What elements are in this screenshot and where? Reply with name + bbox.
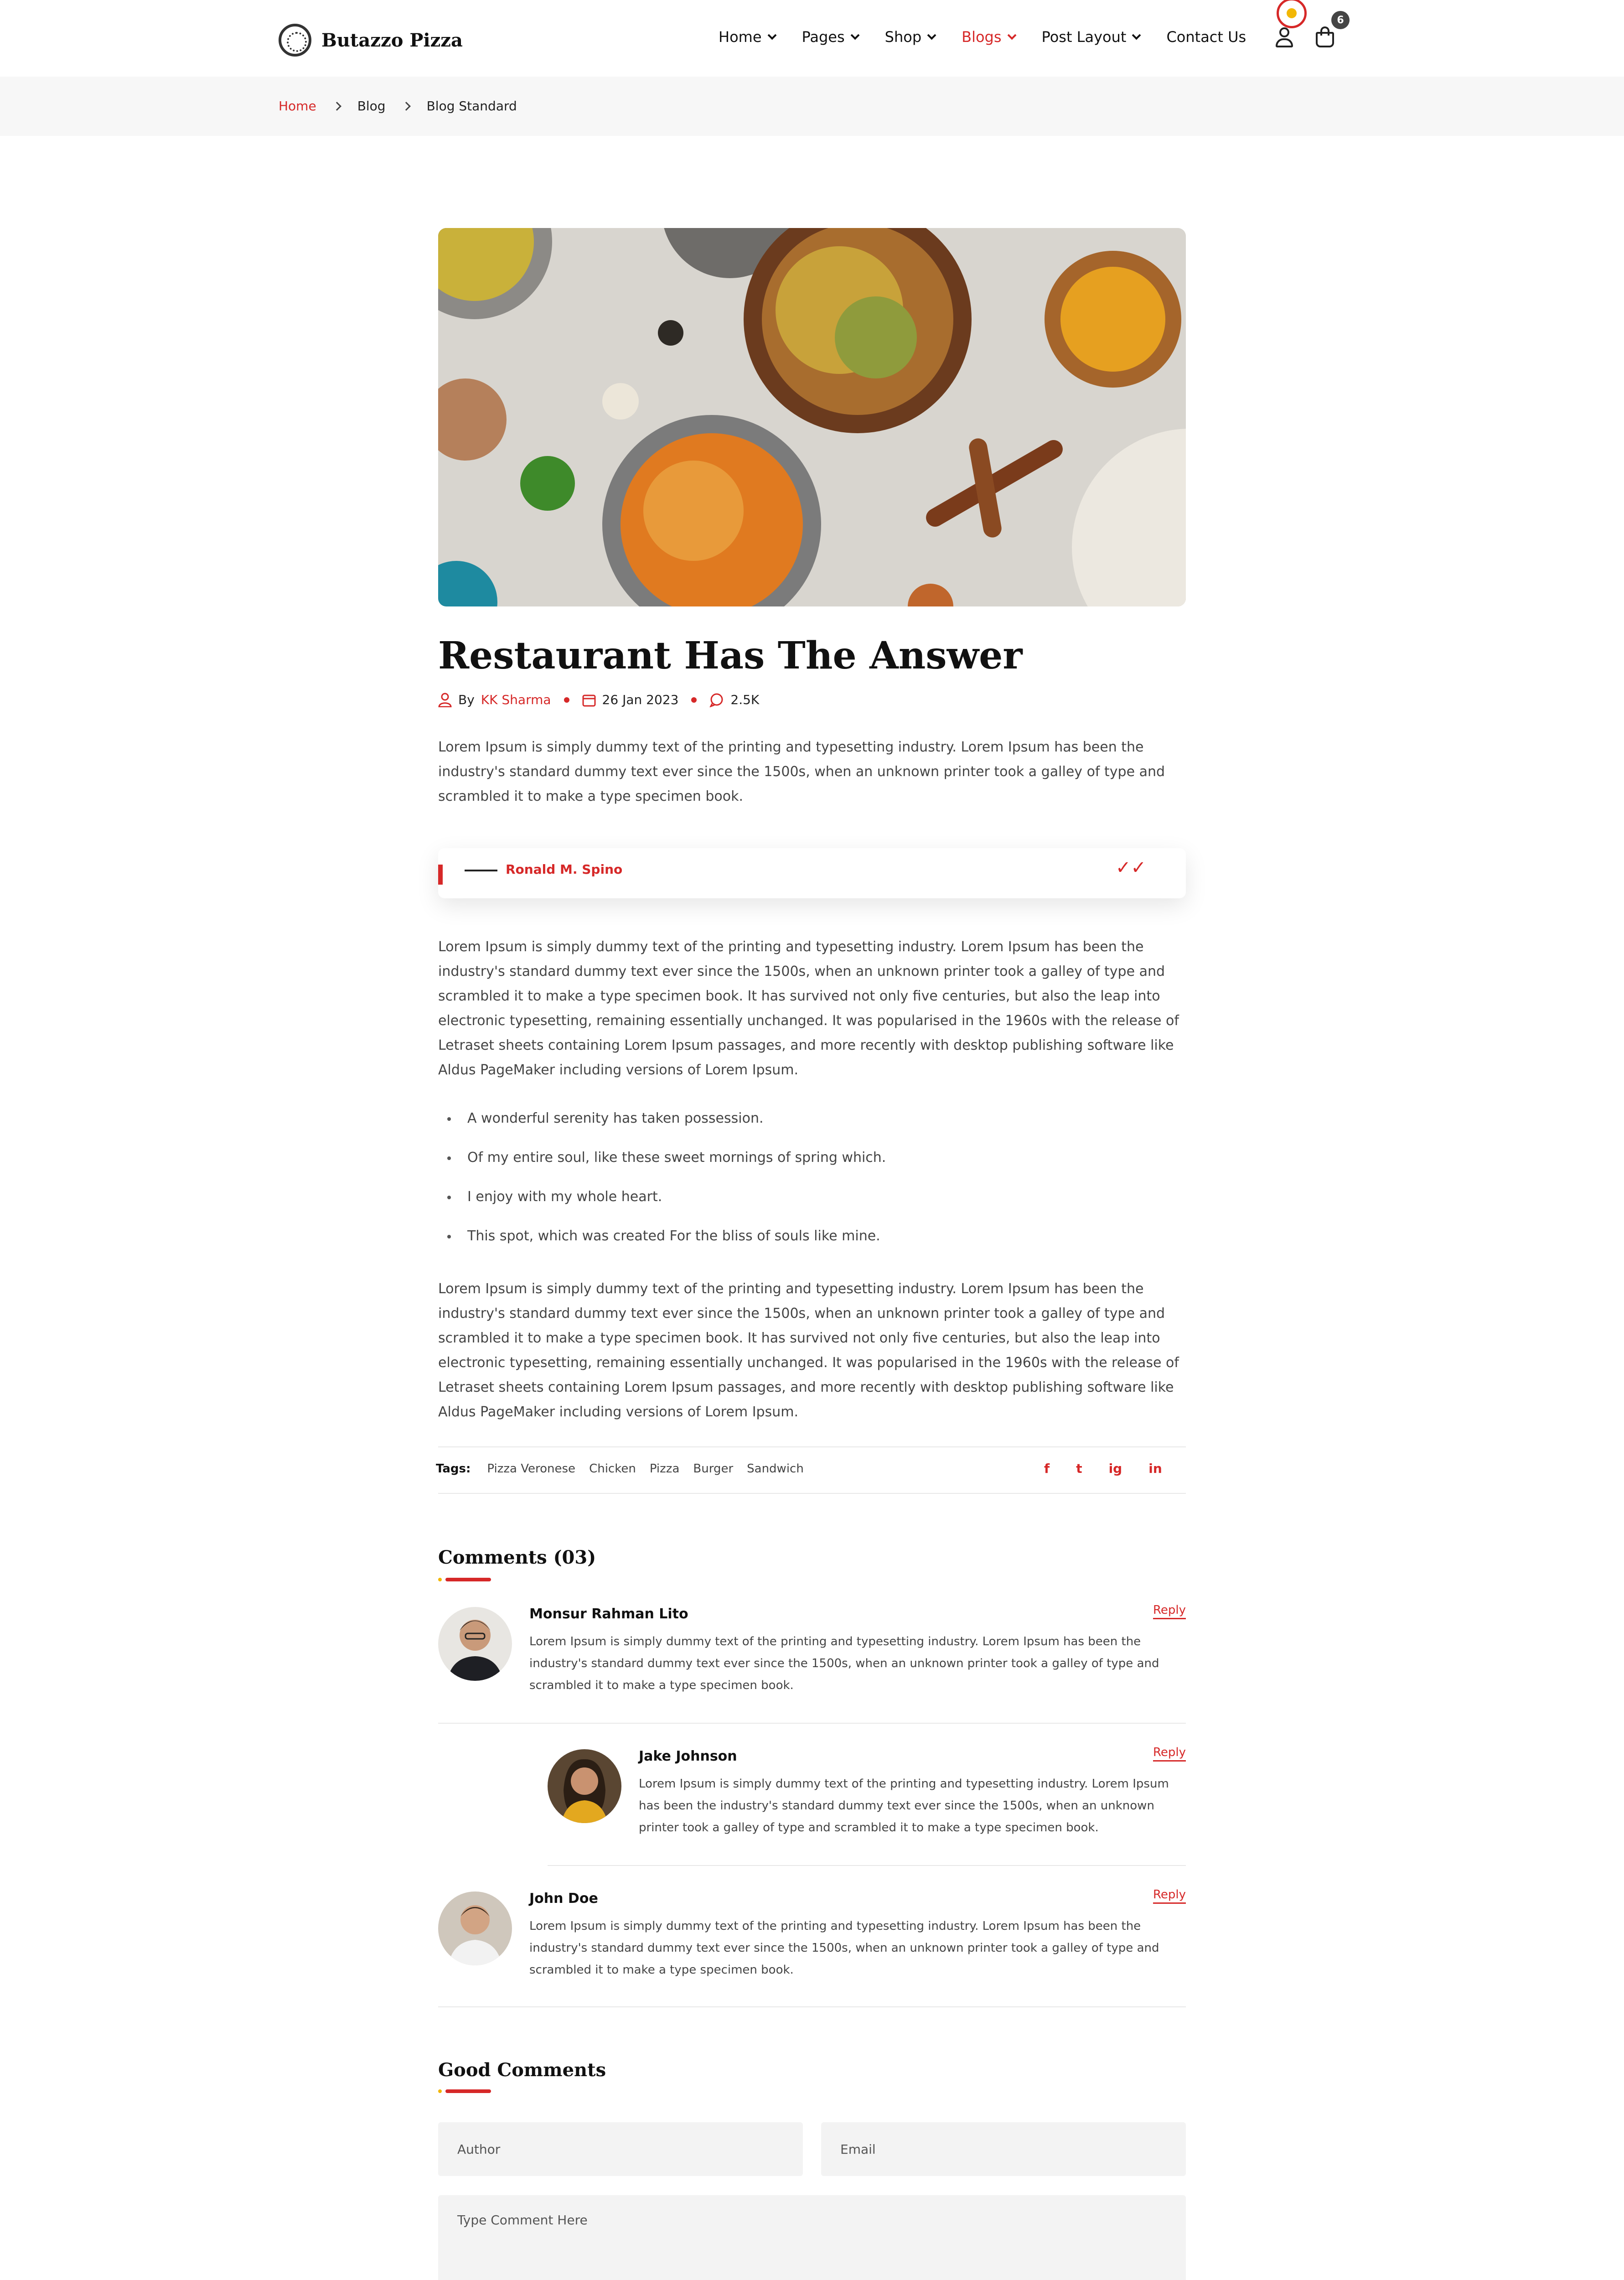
instagram-icon[interactable]: ig xyxy=(1108,1461,1122,1476)
post-intro: Lorem Ipsum is simply dummy text of the printing and typesetting industry. Lorem Ipsum has been the industry's standard dummy text ever since the 1500s, when an unknown printer took a galley of type and scrambled it to make a type specimen book. xyxy=(438,739,1165,804)
comment-text: Lorem Ipsum is simply dummy text of the printing and typesetting industry. Lorem Ipsum has been the industry's standard dummy text ever since the 1500s, when an unknown printer took a galley of type and scrambled it to make a type specimen book. xyxy=(529,1919,1159,1977)
reply-button[interactable]: Reply xyxy=(1153,1746,1186,1762)
divider xyxy=(438,1493,1186,1494)
quote-dash xyxy=(465,870,497,871)
divider xyxy=(438,1446,1186,1447)
nav-item-blogs[interactable] xyxy=(962,28,1013,46)
nav-label: Blogs xyxy=(962,28,1002,46)
comments-title: Comments (03) xyxy=(438,1547,596,1568)
comment-textarea[interactable]: Type Comment Here xyxy=(438,2195,1186,2280)
comment-author: Jake Johnson xyxy=(639,1748,737,1764)
breadcrumb-current: Blog Standard xyxy=(426,98,517,114)
quote-accent-bar xyxy=(438,865,443,885)
post-body-paragraph: Lorem Ipsum is simply dummy text of the printing and typesetting industry. Lorem Ipsum has been the industry's standard dummy text ever since the 1500s, when an unknown printer took a galley of type and scrambled it to make a type specimen book. It has survived not only five centuries, but also the leap into electronic typesetting, remaining essentially unchanged. It was popularised in the 1960s with the release of Letraset sheets containing Lorem Ipsum passages, and more recently with desktop publishing software like Aldus PageMaker including versions of Lorem Ipsum. xyxy=(438,939,1179,1078)
comment-text: Lorem Ipsum is simply dummy text of the printing and typesetting industry. Lorem Ipsum has been the industry's standard dummy text ever since the 1500s, when an unknown printer took a galley of type and scrambled it to make a type specimen book. xyxy=(529,1635,1159,1692)
breadcrumb-blog[interactable]: Blog xyxy=(357,98,386,114)
chevron-down-icon xyxy=(850,31,859,40)
chevron-right-icon xyxy=(332,102,341,111)
post-bullet-list xyxy=(438,1099,1186,1256)
breadcrumb-home[interactable]: Home xyxy=(279,98,316,114)
nav-label: Post Layout xyxy=(1041,28,1127,46)
nav-label: Home xyxy=(719,28,762,46)
user-icon xyxy=(438,693,452,707)
post-author xyxy=(438,692,551,707)
notification-indicator xyxy=(1275,0,1311,27)
nav-label: Contact Us xyxy=(1166,28,1246,46)
nav-item-post-layout[interactable] xyxy=(1042,28,1138,46)
comments-count-text: 2.5K xyxy=(730,692,760,707)
post-date xyxy=(582,692,679,707)
date-text: 26 Jan 2023 xyxy=(602,692,679,707)
chevron-down-icon xyxy=(1007,31,1016,40)
calendar-icon xyxy=(582,693,596,707)
brand-logo[interactable] xyxy=(279,24,463,57)
tag-link[interactable]: Burger xyxy=(693,1462,734,1476)
divider xyxy=(438,1723,1186,1724)
chevron-down-icon xyxy=(767,31,776,40)
comment-text: Lorem Ipsum is simply dummy text of the printing and typesetting industry. Lorem Ipsum has been the industry's standard dummy text ever since the 1500s, when an unknown printer took a galley of type and scrambled it to make a type specimen book. xyxy=(639,1777,1169,1834)
cart-count-badge: 6 xyxy=(1331,11,1350,29)
tag-link[interactable]: Pizza xyxy=(649,1462,680,1476)
list-item: I enjoy with my whole heart. xyxy=(438,1177,1186,1217)
email-input[interactable]: Email xyxy=(821,2122,1186,2176)
user-icon[interactable] xyxy=(1275,27,1295,48)
reply-button[interactable]: Reply xyxy=(1153,1888,1186,1904)
separator-dot xyxy=(691,697,697,703)
post-tags xyxy=(436,1462,804,1476)
tag-link[interactable]: Chicken xyxy=(589,1462,636,1476)
avatar xyxy=(548,1749,621,1823)
breadcrumb-bar xyxy=(0,77,1624,136)
avatar xyxy=(438,1891,512,1965)
nav-item-home[interactable] xyxy=(719,28,774,46)
linkedin-icon[interactable]: in xyxy=(1148,1461,1162,1476)
tags-label: Tags: xyxy=(436,1462,471,1476)
twitter-icon[interactable]: t xyxy=(1076,1461,1082,1476)
nav-label: Pages xyxy=(802,28,845,46)
post-title: Restaurant Has The Answer xyxy=(438,634,1023,678)
share-links xyxy=(1044,1461,1162,1476)
comment-item-reply xyxy=(548,1748,1186,1867)
comment-item xyxy=(438,1888,1186,2009)
post-body-paragraph: Lorem Ipsum is simply dummy text of the printing and typesetting industry. Lorem Ipsum has been the industry's standard dummy text ever since the 1500s, when an unknown printer took a galley of type and scrambled it to make a type specimen book. It has survived not only five centuries, but also the leap into electronic typesetting, remaining essentially unchanged. It was popularised in the 1960s with the release of Letraset sheets containing Lorem Ipsum passages, and more recently with desktop publishing software like Aldus PageMaker including versions of Lorem Ipsum. xyxy=(438,1281,1179,1420)
reply-button[interactable]: Reply xyxy=(1153,1603,1186,1619)
food-photo-illustration xyxy=(438,228,1186,606)
comment-item xyxy=(438,1603,1186,1725)
separator-dot xyxy=(564,697,569,703)
comment-form-title: Good Comments xyxy=(438,2059,606,2081)
nav-item-contact-us[interactable] xyxy=(1166,28,1246,46)
site-header xyxy=(0,0,1624,77)
chevron-down-icon xyxy=(1132,31,1141,40)
post-meta xyxy=(438,692,759,707)
list-item: A wonderful serenity has taken possession. xyxy=(438,1099,1186,1138)
comment-author: John Doe xyxy=(529,1891,598,1907)
main-nav xyxy=(719,28,1246,46)
tag-link[interactable]: Pizza Veronese xyxy=(487,1462,576,1476)
tag-link[interactable]: Sandwich xyxy=(747,1462,804,1476)
divider xyxy=(548,1865,1186,1866)
facebook-icon[interactable]: f xyxy=(1044,1461,1050,1476)
pizza-logo-icon xyxy=(279,24,311,57)
chat-bubble-icon xyxy=(709,693,724,707)
post-comments-count[interactable] xyxy=(709,692,759,707)
shopping-bag-icon[interactable] xyxy=(1316,26,1336,48)
brand-name: Butazzo Pizza xyxy=(321,29,463,51)
chevron-right-icon xyxy=(402,102,411,111)
nav-item-shop[interactable] xyxy=(885,28,933,46)
author-input[interactable]: Author xyxy=(438,2122,803,2176)
nav-item-pages[interactable] xyxy=(802,28,857,46)
title-underline xyxy=(438,1578,491,1581)
by-label: By xyxy=(458,692,475,707)
title-underline xyxy=(438,2089,491,2093)
breadcrumb xyxy=(279,98,517,114)
post-hero-image xyxy=(438,228,1186,606)
blockquote xyxy=(438,848,1186,898)
comment-author: Monsur Rahman Lito xyxy=(529,1606,688,1622)
list-item: Of my entire soul, like these sweet mornings of spring which. xyxy=(438,1138,1186,1177)
chevron-down-icon xyxy=(927,31,936,40)
quote-mark-icon: ✓✓ xyxy=(1116,857,1147,878)
avatar xyxy=(438,1607,512,1681)
divider xyxy=(438,2006,1186,2007)
author-link[interactable]: KK Sharma xyxy=(481,692,551,707)
nav-label: Shop xyxy=(884,28,922,46)
quote-author: Ronald M. Spino xyxy=(506,862,623,877)
list-item: This spot, which was created For the bliss of souls like mine. xyxy=(438,1217,1186,1256)
